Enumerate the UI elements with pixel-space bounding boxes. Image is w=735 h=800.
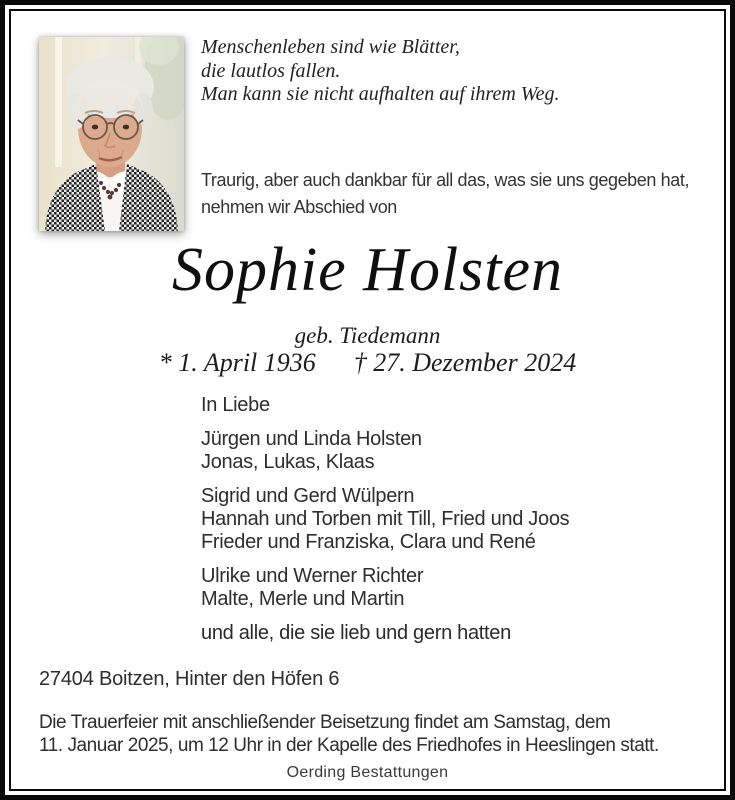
poem-line: Man kann sie nicht aufhalten auf ihrem Weg. — [201, 83, 560, 105]
closing-line: und alle, die sie lieb und gern hatten — [201, 622, 511, 644]
family-group — [201, 565, 569, 611]
family-line: Sigrid und Gerd Wülpern — [201, 485, 415, 507]
maiden-name: geb. Tiedemann — [294, 323, 441, 348]
family-line: Hannah und Torben mit Till, Fried und Joos — [201, 508, 570, 530]
funeral-line: 11. Januar 2025, um 12 Uhr in der Kapelle des Friedhofes in Heeslingen statt. — [39, 734, 659, 756]
intro-line: Traurig, aber auch dankbar für all das, was sie uns gegeben hat, — [201, 170, 690, 190]
intro-line: nehmen wir Abschied von — [201, 197, 397, 217]
funeral-line: Die Trauerfeier mit anschließender Beisetzung findet am Samstag, dem — [39, 712, 611, 733]
family-group — [201, 485, 569, 554]
poem-line: die lautlos fallen. — [201, 59, 341, 82]
family-address: 27404 Boitzen, Hinter den Höfen 6 — [39, 668, 340, 690]
undertaker-name: Oerding Bestattungen — [286, 764, 449, 781]
family-line: Jonas, Lukas, Klaas — [201, 451, 375, 473]
family-line: Malte, Merle und Martin — [201, 588, 405, 610]
obituary-notice — [9, 9, 726, 791]
birth-date: * 1. April 1936 — [158, 348, 316, 377]
memorial-poem — [201, 36, 559, 107]
death-date: † 27. Dezember 2024 — [353, 348, 577, 377]
family-group — [201, 428, 569, 474]
funeral-info — [39, 712, 659, 757]
family-line: Ulrike und Werner Richter — [201, 565, 424, 587]
portrait-photo — [39, 37, 184, 231]
farewell-intro — [201, 167, 689, 221]
family-line: Jürgen und Linda Holsten — [201, 428, 422, 450]
portrait-photo-art — [39, 37, 184, 231]
life-dates — [11, 349, 724, 378]
poem-line: Menschenleben sind wie Blätter, — [201, 36, 460, 58]
family-list — [201, 394, 569, 622]
family-line: Frieder und Franziska, Clara und René — [201, 531, 536, 553]
deceased-name: Sophie Holsten — [171, 236, 564, 304]
salutation: In Liebe — [201, 394, 270, 416]
